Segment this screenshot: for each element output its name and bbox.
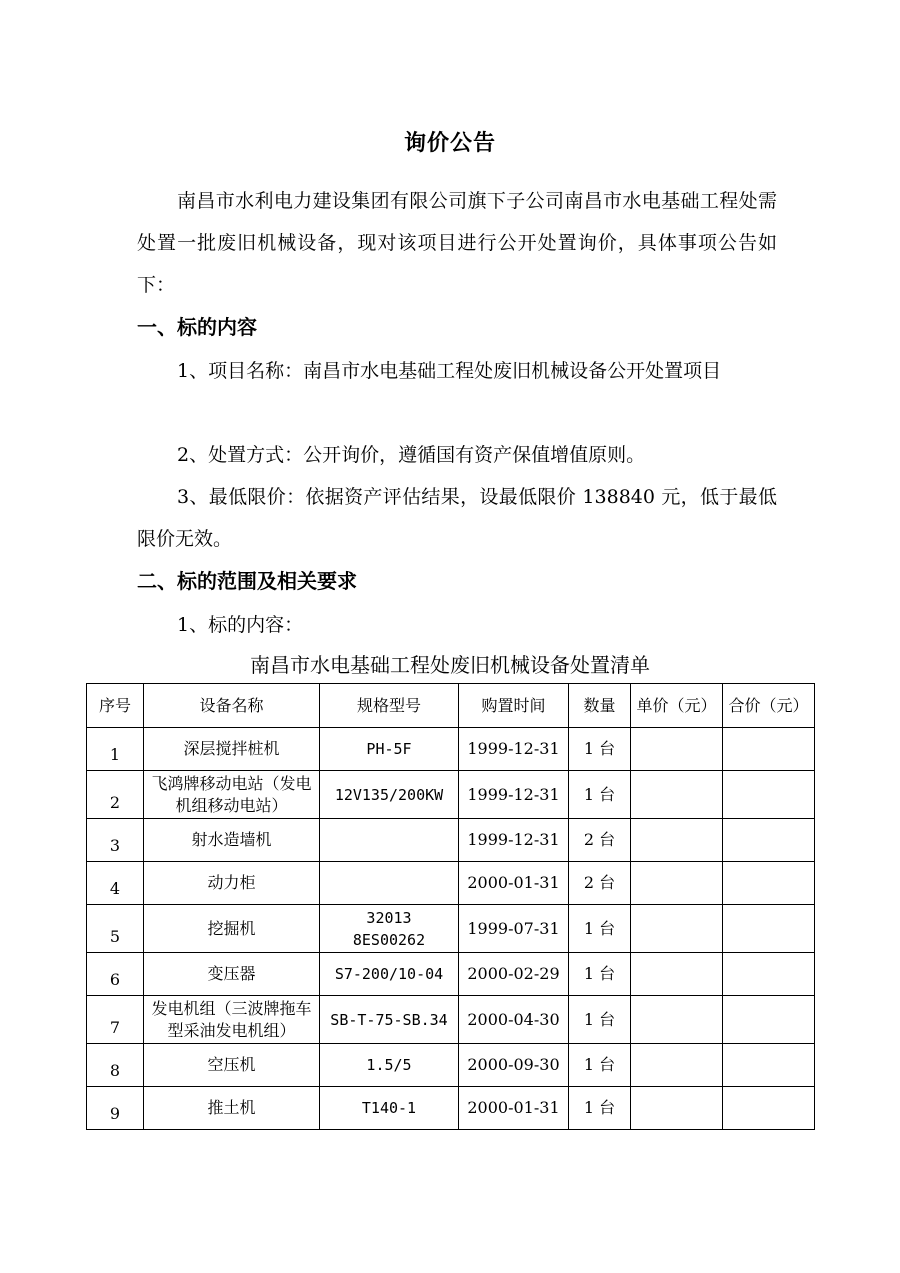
equipment-table [86, 683, 815, 1130]
project-name-item: 1、项目名称：南昌市水电基础工程处废旧机械设备公开处置项目 [177, 360, 722, 382]
cell-unit-price [631, 1087, 723, 1130]
cell-qty: 2 台 [569, 862, 631, 905]
header-seq: 序号 [87, 684, 144, 728]
table-row [87, 771, 815, 819]
cell-qty: 1 台 [569, 953, 631, 996]
cell-model: PH-5F [320, 728, 459, 771]
header-total-price: 合价（元） [723, 684, 815, 728]
table-caption: 南昌市水电基础工程处废旧机械设备处置清单 [250, 653, 650, 677]
cell-name: 深层搅拌桩机 [144, 728, 320, 771]
cell-qty: 1 台 [569, 905, 631, 953]
cell-total-price [723, 1044, 815, 1087]
disposal-method-item: 2、处置方式：公开询价，遵循国有资产保值增值原则。 [177, 444, 646, 466]
cell-date: 2000-04-30 [459, 996, 569, 1044]
table-row [87, 819, 815, 862]
cell-model: SB-T-75-SB.34 [320, 996, 459, 1044]
table-row [87, 1044, 815, 1087]
cell-total-price [723, 1087, 815, 1130]
table-header-row [87, 684, 815, 728]
section-2-heading: 二、标的范围及相关要求 [137, 569, 357, 593]
table-row [87, 1087, 815, 1130]
cell-model [320, 819, 459, 862]
cell-date: 1999-12-31 [459, 819, 569, 862]
cell-qty: 1 台 [569, 1044, 631, 1087]
cell-date: 1999-12-31 [459, 771, 569, 819]
cell-unit-price [631, 996, 723, 1044]
cell-total-price [723, 728, 815, 771]
cell-name: 空压机 [144, 1044, 320, 1087]
cell-seq: 3 [87, 819, 144, 862]
page-title: 询价公告 [403, 130, 496, 156]
cell-unit-price [631, 905, 723, 953]
cell-model: 12V135/200KW [320, 771, 459, 819]
cell-date: 2000-09-30 [459, 1044, 569, 1087]
cell-name: 飞鸿牌移动电站（发电机组移动电站） [144, 771, 320, 819]
cell-date: 2000-02-29 [459, 953, 569, 996]
cell-unit-price [631, 953, 723, 996]
cell-name: 变压器 [144, 953, 320, 996]
cell-total-price [723, 996, 815, 1044]
header-name: 设备名称 [144, 684, 320, 728]
cell-name: 动力柜 [144, 862, 320, 905]
cell-model [320, 862, 459, 905]
header-date: 购置时间 [459, 684, 569, 728]
header-qty: 数量 [569, 684, 631, 728]
cell-total-price [723, 905, 815, 953]
cell-total-price [723, 862, 815, 905]
table-row [87, 862, 815, 905]
cell-unit-price [631, 728, 723, 771]
subject-content-item: 1、标的内容： [177, 614, 304, 636]
cell-model: T140-1 [320, 1087, 459, 1130]
table-row [87, 996, 815, 1044]
cell-total-price [723, 819, 815, 862]
cell-total-price [723, 953, 815, 996]
cell-unit-price [631, 862, 723, 905]
cell-seq: 7 [87, 996, 144, 1044]
cell-seq: 9 [87, 1087, 144, 1130]
cell-name: 射水造墙机 [144, 819, 320, 862]
cell-seq: 5 [87, 905, 144, 953]
header-unit-price: 单价（元） [631, 684, 723, 728]
cell-seq: 1 [87, 728, 144, 771]
cell-qty: 2 台 [569, 819, 631, 862]
table-row [87, 728, 815, 771]
cell-seq: 6 [87, 953, 144, 996]
header-model: 规格型号 [320, 684, 459, 728]
cell-date: 2000-01-31 [459, 1087, 569, 1130]
cell-model: 32013 8ES00262 [320, 905, 459, 953]
cell-seq: 2 [87, 771, 144, 819]
cell-date: 1999-07-31 [459, 905, 569, 953]
cell-name: 挖掘机 [144, 905, 320, 953]
table-row [87, 905, 815, 953]
cell-name: 推土机 [144, 1087, 320, 1130]
cell-name: 发电机组（三波牌拖车型采油发电机组） [144, 996, 320, 1044]
cell-unit-price [631, 1044, 723, 1087]
cell-date: 2000-01-31 [459, 862, 569, 905]
intro-paragraph: 南昌市水利电力建设集团有限公司旗下子公司南昌市水电基础工程处需处置一批废旧机械设备，现对该项目进行公开处置询价，具体事项公告如下： [137, 190, 777, 296]
cell-qty: 1 台 [569, 1087, 631, 1130]
cell-unit-price [631, 771, 723, 819]
cell-model: 1.5/5 [320, 1044, 459, 1087]
table-row [87, 953, 815, 996]
cell-qty: 1 台 [569, 996, 631, 1044]
minimum-price-item: 3、最低限价：依据资产评估结果，设最低限价 138840 元，低于最低限价无效。 [137, 486, 777, 550]
cell-seq: 8 [87, 1044, 144, 1087]
cell-date: 1999-12-31 [459, 728, 569, 771]
cell-unit-price [631, 819, 723, 862]
cell-model: S7-200/10-04 [320, 953, 459, 996]
section-1-heading: 一、标的内容 [137, 315, 257, 339]
cell-total-price [723, 771, 815, 819]
cell-qty: 1 台 [569, 728, 631, 771]
cell-seq: 4 [87, 862, 144, 905]
cell-qty: 1 台 [569, 771, 631, 819]
